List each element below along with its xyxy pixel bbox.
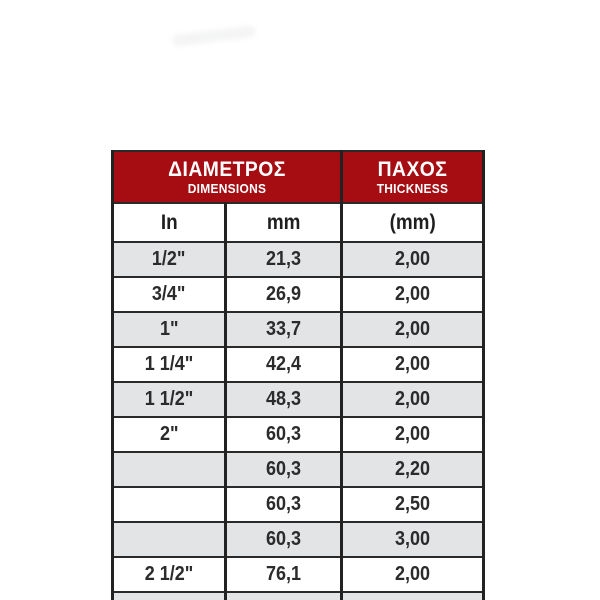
cell-diameter-in: 1/2" — [113, 242, 226, 277]
table-row — [113, 312, 484, 347]
cell-thickness: 2,00 — [342, 382, 484, 417]
cell-diameter-mm: 48,3 — [226, 382, 342, 417]
cell-diameter-mm: 21,3 — [226, 242, 342, 277]
table-row — [113, 242, 484, 277]
cell-diameter-mm: 60,3 — [226, 522, 342, 557]
cell-thickness: 2,50 — [342, 487, 484, 522]
table-group-header-row — [113, 151, 484, 203]
cell-diameter-in — [113, 452, 226, 487]
column-header-thickness-mm: (mm) — [342, 203, 484, 242]
table-row — [113, 382, 484, 417]
cell-diameter-mm: 60,3 — [226, 487, 342, 522]
table-row-partial — [113, 592, 484, 600]
table-row — [113, 417, 484, 452]
cell-diameter-in: 2" — [113, 417, 226, 452]
cell-thickness: 2,00 — [342, 312, 484, 347]
table-column-header-row — [113, 203, 484, 242]
cell-thickness — [342, 592, 484, 600]
cell-thickness: 3,00 — [342, 522, 484, 557]
header-title-greek-thickness: ΠΑΧΟΣ — [377, 158, 448, 181]
header-cell-dimensions — [113, 151, 342, 203]
table-row — [113, 347, 484, 382]
cell-diameter-in: 2 1/2" — [113, 557, 226, 592]
cell-diameter-in: 1" — [113, 312, 226, 347]
cell-diameter-mm: 26,9 — [226, 277, 342, 312]
cell-thickness: 2,00 — [342, 347, 484, 382]
pipe-dimensions-table — [111, 150, 485, 600]
cell-thickness: 2,00 — [342, 557, 484, 592]
header-cell-thickness — [342, 151, 484, 203]
table-row — [113, 522, 484, 557]
table-row — [113, 557, 484, 592]
header-subtitle-english-dimensions: DIMENSIONS — [187, 181, 267, 196]
cell-diameter-mm: 60,3 — [226, 452, 342, 487]
cell-thickness: 2,00 — [342, 417, 484, 452]
table-row — [113, 487, 484, 522]
header-title-greek-dimensions: ΔΙΑΜΕΤΡΟΣ — [168, 158, 286, 181]
cell-diameter-mm: 60,3 — [226, 417, 342, 452]
cell-diameter-in — [113, 487, 226, 522]
cell-diameter-mm — [226, 592, 342, 600]
cell-diameter-in: 3/4" — [113, 277, 226, 312]
cell-diameter-mm: 76,1 — [226, 557, 342, 592]
column-header-mm: mm — [226, 203, 342, 242]
cell-thickness: 2,20 — [342, 452, 484, 487]
cell-diameter-mm: 42,4 — [226, 347, 342, 382]
cell-diameter-mm: 33,7 — [226, 312, 342, 347]
table-row — [113, 452, 484, 487]
table-row — [113, 277, 484, 312]
cell-thickness: 2,00 — [342, 242, 484, 277]
column-header-in: In — [113, 203, 226, 242]
scan-smudge-artifact — [172, 25, 257, 47]
header-subtitle-english-thickness: THICKNESS — [376, 181, 449, 196]
cell-diameter-in: 1 1/4" — [113, 347, 226, 382]
cell-thickness: 2,00 — [342, 277, 484, 312]
cell-diameter-in — [113, 592, 226, 600]
cell-diameter-in: 1 1/2" — [113, 382, 226, 417]
cell-diameter-in — [113, 522, 226, 557]
